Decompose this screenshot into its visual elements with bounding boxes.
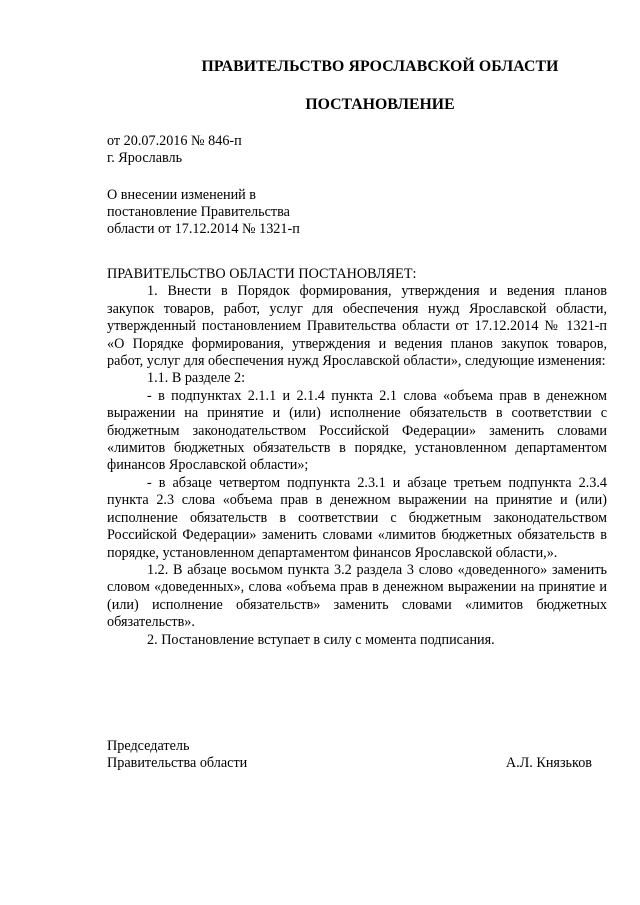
- signer-name: А.Л. Князьков: [505, 755, 592, 771]
- paragraph-1: 1. Внести в Порядок формирования, утверждения и ведения планов закупок товаров, работ, услуг для обеспечения нужд Ярославской области, утвержденный постановлением Правительства области от 17.12.2014 № 1321-п «О Порядке формирования, утверждения и ведения планов закупок товаров, работ, услуг для обеспечения нужд Ярославской области», следующие изменения:: [107, 283, 607, 370]
- document-type: ПОСТАНОВЛЕНИЕ: [305, 96, 455, 113]
- subject-line-3: области от 17.12.2014 № 1321-п: [107, 221, 300, 237]
- document-body: [107, 266, 607, 649]
- paragraph-2: 2. Постановление вступает в силу с момента подписания.: [147, 631, 495, 648]
- paragraph-1-1: 1.1. В разделе 2:: [147, 370, 246, 387]
- date-number: от 20.07.2016 № 846-п: [107, 133, 242, 149]
- subject-line-2: постановление Правительства: [107, 204, 290, 220]
- signer-title-line-2: Правительства области: [107, 755, 248, 771]
- paragraph-1-2: 1.2. В абзаце восьмом пункта 3.2 раздела 3 слово «доведенного» заменить словом «доведенных», слова «объема прав в денежном выражении на принятие и (или) исполнение обязательств» заменить словами «лимитов бюджетных обязательств».: [107, 561, 607, 631]
- signature-block: [107, 738, 592, 772]
- paragraph-1-1-a: - в подпунктах 2.1.1 и 2.1.4 пункта 2.1 слова «объема прав в денежном выражении на принятие и (или) исполнение обязательств в соответствии с бюджетным законодательством Российской Федерации» заменить словами «лимитов бюджетных обязательств в порядке, установленном департаментом финансов Ярославской области»;: [107, 387, 607, 474]
- resolves-heading: ПРАВИТЕЛЬСТВО ОБЛАСТИ ПОСТАНОВЛЯЕТ:: [107, 266, 417, 282]
- subject-line-1: О внесении изменений в: [107, 187, 257, 203]
- city: г. Ярославль: [107, 150, 183, 166]
- document-meta: [107, 133, 607, 167]
- government-title: ПРАВИТЕЛЬСТВО ЯРОСЛАВСКОЙ ОБЛАСТИ: [201, 58, 559, 75]
- signer-title-line-1: Председатель: [107, 738, 190, 754]
- paragraph-1-1-b: - в абзаце четвертом подпункта 2.3.1 и абзаце третьем подпункта 2.3.4 пункта 2.3 слова «объема прав в денежном выражении на принятие и (или) исполнение обязательств в соответствии с бюджетным законодательством Российской Федерации» заменить словами «лимитов бюджетных обязательств в порядке, установленном департаментом финансов Ярославской области,».: [107, 474, 607, 561]
- document-subject: [107, 187, 607, 238]
